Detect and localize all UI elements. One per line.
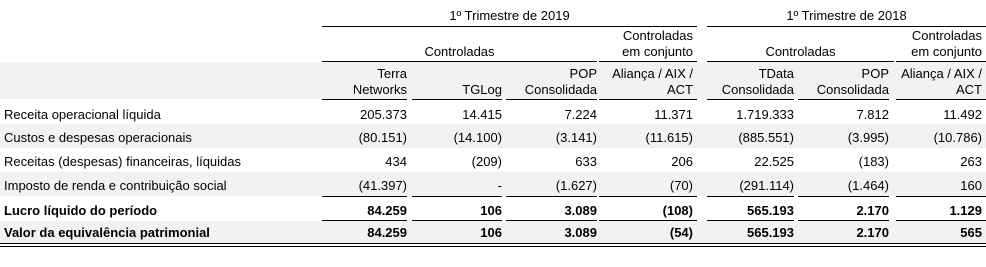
cell-value: 22.525: [754, 154, 794, 169]
column-header-row: [0, 62, 986, 99]
table-row: [0, 100, 986, 124]
cell-value: (183): [858, 154, 889, 169]
cell-value: 263: [960, 154, 982, 169]
cell-value: 7.812: [856, 107, 889, 122]
col-header-line1: POP: [861, 66, 889, 81]
cell-value: 11.492: [943, 107, 982, 122]
cell-value: 84.259: [367, 225, 407, 240]
cell-value: 633: [575, 154, 597, 169]
cell-value: 3.089: [564, 203, 597, 218]
group-conjunto-2018-line2: em conjunto: [911, 44, 982, 59]
col-header-line1: TData: [758, 66, 794, 81]
cell-value: (14.100): [453, 130, 502, 145]
col-header-line2: Consolidada: [721, 82, 794, 97]
cell-value: 565.193: [747, 225, 794, 240]
cell-value: 14.415: [462, 107, 502, 122]
cell-value: (3.141): [555, 130, 597, 145]
cell-value: (885.551): [738, 130, 794, 145]
cell-value: 106: [480, 225, 502, 240]
cell-value: 206: [671, 154, 693, 169]
period-2018-heading: 1º Trimestre de 2018: [786, 8, 907, 23]
col-header-line2: Consolidada: [816, 82, 889, 97]
row-label: Receita operacional líquida: [4, 107, 161, 122]
group-controladas-2019: Controladas: [424, 44, 495, 59]
cell-value: (11.615): [645, 130, 693, 145]
cell-value: 3.089: [564, 225, 597, 240]
cell-value: 2.170: [856, 225, 889, 240]
cell-value: 2.170: [856, 203, 889, 218]
cell-value: (3.995): [847, 130, 889, 145]
col-header-line1: Terra: [377, 66, 407, 81]
col-header-line1: POP: [569, 66, 597, 81]
cell-value: 11.371: [654, 107, 693, 122]
period-2019-heading: 1º Trimestre de 2019: [449, 8, 570, 23]
header-period-row: [0, 4, 986, 26]
row-label: Lucro líquido do período: [4, 203, 158, 218]
group-conjunto-2019-line2: em conjunto: [622, 44, 693, 59]
table-row: [0, 221, 986, 243]
cell-value: (70): [669, 178, 693, 193]
cell-value: (209): [471, 154, 502, 169]
cell-value: (80.151): [358, 130, 407, 145]
col-header-line2: Networks: [352, 82, 407, 97]
cell-value: (1.627): [555, 178, 597, 193]
cell-value: (41.397): [358, 178, 407, 193]
cell-value: (1.464): [847, 178, 889, 193]
cell-value: -: [497, 178, 502, 193]
col-header-line2: Consolidada: [524, 82, 597, 97]
group-controladas-2018: Controladas: [765, 44, 836, 59]
cell-value: 160: [960, 178, 982, 193]
col-header-line2: TGLog: [462, 82, 502, 97]
cell-value: 565: [960, 225, 982, 240]
table-row: [0, 172, 986, 196]
cell-value: 565.193: [747, 203, 794, 218]
double-underline-bottom: [0, 246, 986, 247]
row-label: Custos e despesas operacionais: [4, 130, 192, 145]
cell-value: (108): [662, 203, 693, 218]
col-header-line1: Aliança / AIX /: [901, 66, 982, 81]
table-row: [0, 148, 986, 172]
col-header-line1: Aliança / AIX /: [612, 66, 693, 81]
row-label: Receitas (despesas) financeiras, líquidas: [4, 154, 242, 169]
double-underline-top: [0, 243, 986, 244]
cell-value: (291.114): [739, 178, 794, 193]
cell-value: 205.373: [360, 107, 407, 122]
cell-value: 1.719.333: [736, 107, 794, 122]
cell-value: 84.259: [367, 203, 407, 218]
table-row: [0, 197, 986, 220]
table-row: [0, 124, 986, 148]
cell-value: 1.129: [949, 203, 982, 218]
col-header-line2: ACT: [667, 82, 693, 97]
cell-value: (10.786): [933, 130, 982, 145]
cell-value: 106: [480, 203, 502, 218]
cell-value: (54): [669, 225, 693, 240]
group-conjunto-2018-line1: Controladas: [911, 28, 982, 43]
row-label: Imposto de renda e contribuição social: [4, 178, 227, 193]
cell-value: 434: [385, 154, 407, 169]
header-group-row: [0, 27, 986, 61]
group-conjunto-2019-line1: Controladas: [622, 28, 693, 43]
col-header-line2: ACT: [956, 82, 982, 97]
row-label: Valor da equivalência patrimonial: [4, 225, 210, 240]
cell-value: 7.224: [564, 107, 597, 122]
